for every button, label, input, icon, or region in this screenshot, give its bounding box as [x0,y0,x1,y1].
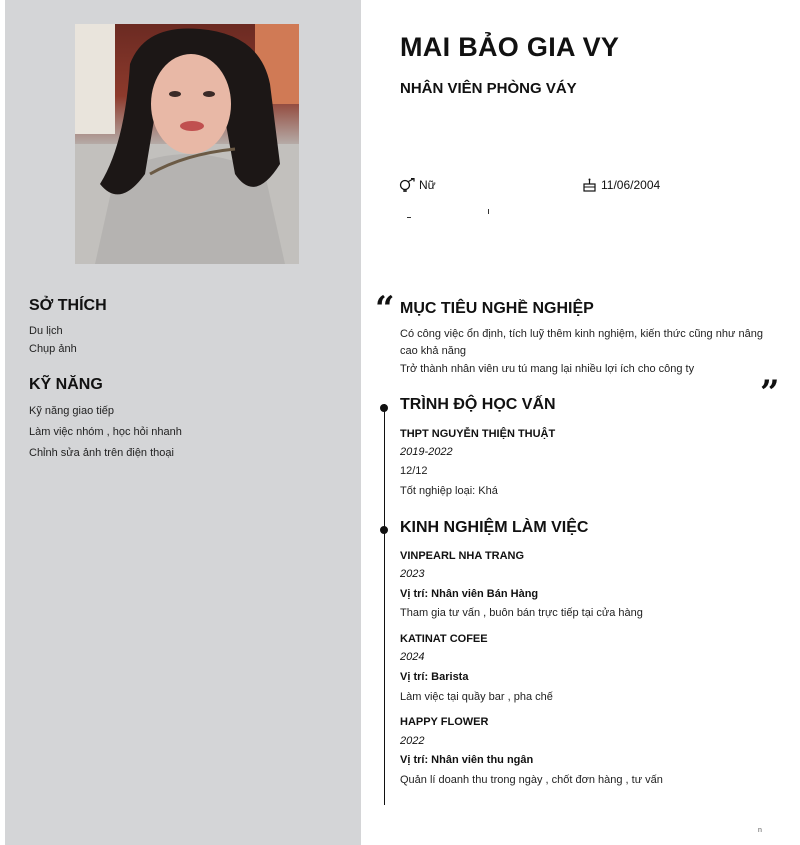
hobby-item: Du lịch [29,325,63,337]
experience-title: KINH NGHIỆM LÀM VIỆC [400,519,589,536]
timeline-line [384,404,385,805]
job-description: Làm việc tại quầy bar , pha chế [400,691,553,703]
education-title: TRÌNH ĐỘ HỌC VẤN [400,396,556,413]
full-name: MAI BẢO GIA VY [400,32,620,62]
skill-item: Chỉnh sửa ảnh trên điện thoại [29,447,174,459]
job-title: NHÂN VIÊN PHÒNG VÁY [400,80,577,97]
profile-photo [75,24,299,264]
objective-line: Có công việc ổn định, tích luỹ thêm kinh nghiệm, kiến thức cũng như nâng cao khả năng [400,328,763,357]
stray-mark [407,217,411,218]
timeline-dot [380,404,388,412]
cake-icon [582,178,597,192]
hobby-item: Chụp ảnh [29,343,77,355]
skills-title: KỸ NĂNG [29,376,103,393]
job-position: Vị trí: Nhân viên Bán Hàng [400,588,539,600]
birthdate-info [582,178,660,192]
education-result: Tốt nghiệp loại: Khá [400,485,498,497]
quote-close-icon: ” [760,373,780,413]
job-position: Vị trí: Nhân viên thu ngân [400,754,534,766]
job-description: Tham gia tư vấn , buôn bán trực tiếp tại cửa hàng [400,607,643,619]
company-name: VINPEARL NHA TRANG [400,550,525,562]
gender-icon [399,178,417,192]
job-description: Quản lí doanh thu trong ngày , chốt đơn hàng , tư vấn [400,774,663,786]
hobbies-title: SỞ THÍCH [29,297,107,314]
skill-item: Làm việc nhóm , học hỏi nhanh [29,426,182,438]
timeline-dot [380,526,388,534]
objective-title: MỤC TIÊU NGHỀ NGHIỆP [400,300,594,317]
job-year: 2024 [400,651,425,663]
stray-mark [488,209,489,214]
job-position: Vị trí: Barista [400,671,469,683]
gender-info [399,178,436,192]
company-name: HAPPY FLOWER [400,716,489,728]
footer-mark: n [758,827,762,834]
quote-open-icon: “ [375,289,395,329]
gender-value: Nữ [419,178,436,192]
birthdate-value: 11/06/2004 [601,178,661,192]
company-name: KATINAT COFEE [400,633,488,645]
job-year: 2022 [400,735,425,747]
job-year: 2023 [400,568,425,580]
objective-line: Trở thành nhân viên ưu tú mang lại nhiều lợi ích cho công ty [400,363,695,375]
school-name: THPT NGUYỄN THIỆN THUẬT [400,428,556,440]
education-grade: 12/12 [400,465,428,477]
skill-item: Kỹ năng giao tiếp [29,405,115,417]
education-period: 2019-2022 [400,446,453,458]
